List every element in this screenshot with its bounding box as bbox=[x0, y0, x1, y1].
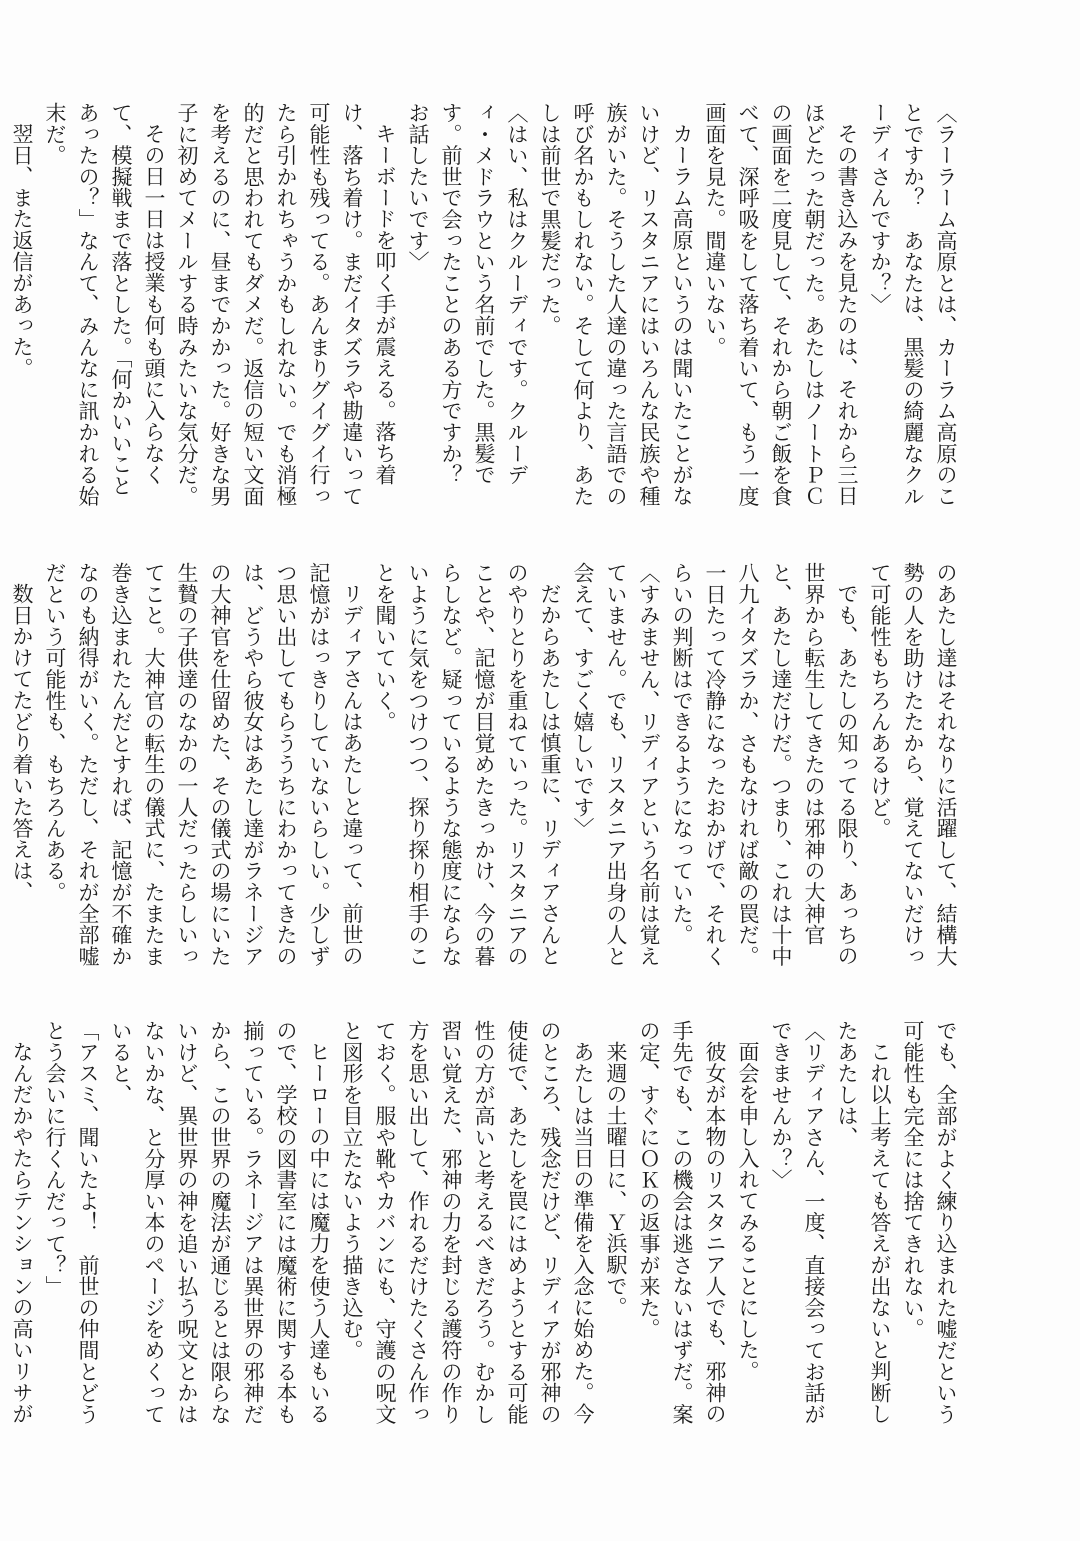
paragraph: 「アスミ、聞いたよ！ 前世の仲間とどうとう会いに行くんだって？」 bbox=[43, 1020, 100, 1425]
paragraph: 数日かけてたどり着いた答えは、 bbox=[10, 583, 34, 903]
paragraph: でも、あたしの知ってる限り、あっちの世界から転生してきたのは邪神の大神官と、あたし達だけだ。つまり、これは十中八九イタズラか、さもなければ敵の罠だ。一日たって冷静になったおかげで、それくらいの判断はできるようになっていた。 bbox=[670, 562, 859, 967]
paragraph: リディアさんはあたしと違って、前世の記憶がはっきりしていないらしい。少しずつ思い出してもらううちにわかってきたのは、どうやら彼女はあたし達がラネージアの大神官を仕留めた、その儀式の場にいた生贄の子供達のなかの一人だったらしいってこと。大神官の転生の儀式に、たまたま巻き込まれたんだとすれば、記憶が不確かなのも納得がいく。ただし、それが全部嘘だという可能性も、もちろんある。 bbox=[43, 562, 364, 967]
paragraph: 面会を申し入れてみることにした。 bbox=[736, 1041, 760, 1382]
paragraph: カーラム高原というのは聞いたことがないけど、リスタニアにはいろんな民族や種族がいた。そうした人達の違った言語での呼び名かもしれない。そして何より、あたしは前世で黒髪だった。 bbox=[538, 102, 694, 507]
paragraph bbox=[0, 102, 5, 507]
paragraph: ヒーローの中には魔力を使う人達もいるので、学校の図書室には魔術に関する本も揃っている。ラネージアは異世界の邪神だから、この世界の魔法が通じるとは限らないけど、異世界の神を追い払う呪文とかはないかな、と分厚い本のページをめくっていると、 bbox=[109, 1020, 331, 1425]
paragraph: キーボードを叩く手が震える。落ち着け、落ち着け。まだイタズラや勘違いって可能性も残ってる。あんまりグイグイ行ったら引かれちゃうかもしれない。でも消極的だと思われてもダメだ。返信の短い文面を考えるのに、昼までかかった。好きな男子に初めてメールする時みたいな気分だ。 bbox=[175, 102, 397, 507]
paragraph: 〈すみません、リディアという名前は覚えていません。でも、リスタニア出身の人と会えて、すごく嬉しいです〉 bbox=[571, 562, 661, 967]
paragraph: 〈ラーラーム高原とは、カーラム高原のことですか？ あなたは、黒髪の綺麗なクルーディさんですか？〉 bbox=[868, 102, 958, 507]
paragraph: その書き込みを見たのは、それから三日ほどたった朝だった。あたしはノートＰＣの画面を二度見して、それから朝ご飯を食べて、深呼吸をして落ち着いて、もう一度画面を見た。間違いない。 bbox=[703, 102, 859, 507]
text-column-bottom bbox=[10, 1020, 962, 1425]
paragraph: 翌日、また返信があった。 bbox=[10, 123, 34, 379]
text-column-top bbox=[10, 102, 962, 507]
paragraph: 〈はい、私はクルーディです。クルーディ・メドラウという名前でした。黒髪です。前世で会ったことのある方ですか？ お話したいです〉 bbox=[406, 102, 529, 507]
paragraph: 彼女が本物のリスタニア人でも、邪神の手先でも、この機会は逃さないはずだ。案の定、すぐにＯＫの返事が来た。 bbox=[637, 1020, 727, 1425]
paragraph: これ以上考えても答えが出ないと判断したあたしは、 bbox=[835, 1020, 892, 1425]
paragraph: でも、全部がよく練り込まれた嘘だという可能性も完全には捨てきれない。 bbox=[901, 1020, 958, 1425]
text-column-middle bbox=[10, 562, 962, 967]
paragraph: 〈リディアさん、一度、直接会ってお話ができませんか？〉 bbox=[769, 1020, 826, 1425]
paragraph: のあたし達はそれなりに活躍して、結構大勢の人を助けたたから、覚えてないだけって可能性もちろんあるけど。 bbox=[868, 562, 958, 967]
paragraph: その日一日は授業も何も頭に入らなくて、模擬戦まで落とした。「何かいいことあったの？」なんて、みんなに訊かれる始末だ。 bbox=[43, 102, 166, 507]
paragraph: なんだかやたらテンションの高いリサが bbox=[10, 1041, 34, 1425]
paragraph: だからあたしは慎重に、リディアさんとのやりとりを重ねていった。リスタニアのことや、記憶が目覚めたきっかけ、今の暮らしなど。疑っているような態度にならないように気をつけつつ、探り探り相手のことを聞いていく。 bbox=[373, 562, 562, 967]
paragraph: あたしは当日の準備を入念に始めた。今のところ、残念だけど、リディアが邪神の使徒で、あたしを罠にはめようとする可能性の方が高いと考えるべきだろう。むかし習い覚えた、邪神の力を封じる護符の作り方を思い出して、作れるだけたくさん作っておく。服や靴やカバンにも、守護の呪文と図形を目立たないよう描き込む。 bbox=[340, 1020, 595, 1425]
paragraph: 来週の土曜日に、Ｙ浜駅で。 bbox=[604, 1041, 628, 1318]
